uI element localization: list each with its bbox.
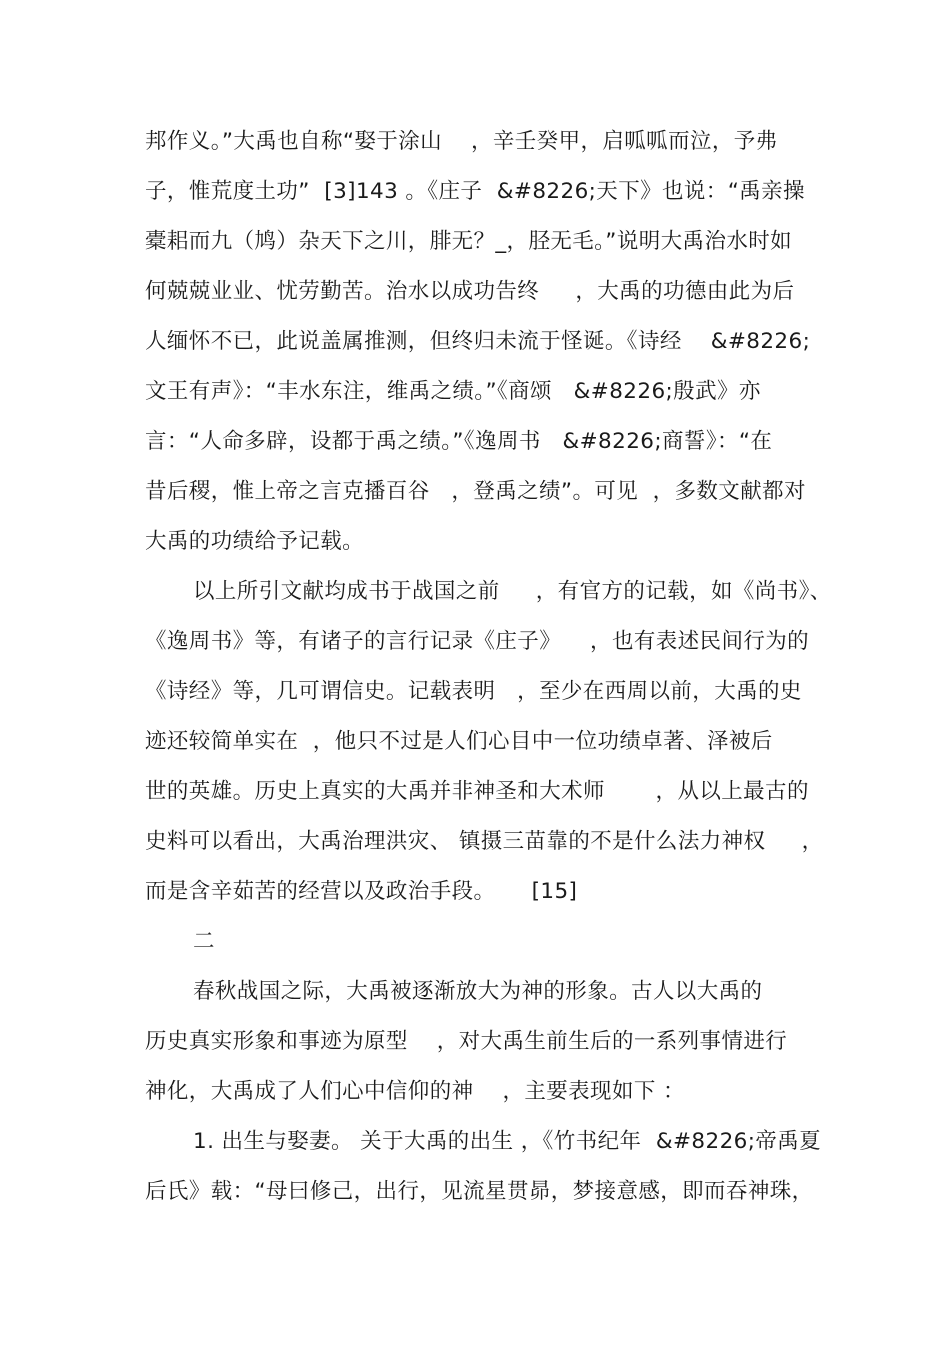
text-line: 而是含辛茹苦的经营以及政治手段。 [15] xyxy=(145,879,578,904)
text-line: 橐耜而九（鸠）杂天下之川，腓无？_，胫无毛。”说明大禹治水时如 xyxy=(145,229,793,254)
section-heading: 二 xyxy=(193,929,215,954)
text-line: 神化，大禹成了人们心中信仰的神 ，主要表现如下 ： xyxy=(145,1079,685,1104)
text-line: 1. 出生与娶妻。 关于大禹的出生 ，《竹书纪年 &#8226;帝禹夏 xyxy=(193,1129,822,1154)
text-line: 言：“人命多辟，设都于禹之绩。”《逸周书 &#8226;商誓》：“在 xyxy=(145,429,773,454)
text-line: 文王有声》：“丰水东注，维禹之绩。”《商颂 &#8226;殷武》亦 xyxy=(145,379,761,404)
text-line: 大禹的功绩给予记载。 xyxy=(145,529,365,554)
text-line: 后氏》载：“母曰修己，出行，见流星贯昴，梦接意感，即而吞神珠， xyxy=(145,1179,814,1204)
text-line: 子，惟荒度土功” [3]143 。《庄子 &#8226;天下》也说：“禹亲操 xyxy=(145,179,805,204)
text-line: 何兢兢业业、忧劳勤苦。治水以成功告终 ，大禹的功德由此为后 xyxy=(145,279,795,304)
text-line: 人缅怀不已，此说盖属推测，但终归未流于怪诞。《诗经 &#8226; xyxy=(145,329,811,354)
text-line: 史料可以看出，大禹治理洪灾、 镇摄三苗靠的不是什么法力神权 ， xyxy=(145,829,824,854)
text-line: 迹还较简单实在 ，他只不过是人们心目中一位功绩卓著、泽被后 xyxy=(145,729,773,754)
text-line: 《逸周书》等，有诸子的言行记录《庄子》 ，也有表述民间行为的 xyxy=(145,629,810,654)
text-line: 《诗经》等，几可谓信史。记载表明 ，至少在西周以前，大禹的史 xyxy=(145,679,802,704)
text-line: 历史真实形象和事迹为原型 ，对大禹生前生后的一系列事情进行 xyxy=(145,1029,788,1054)
text-line: 昔后稷，惟上帝之言克播百谷 ，登禹之绩”。可见 ，多数文献都对 xyxy=(145,479,806,504)
text-line: 以上所引文献均成书于战国之前 ，有官方的记载，如《尚书》、 xyxy=(193,579,832,604)
text-line: 春秋战国之际，大禹被逐渐放大为神的形象。古人以大禹的 xyxy=(193,979,763,1004)
text-line: 邦作义。”大禹也自称“娶于涂山 ，辛壬癸甲，启呱呱而泣，予弗 xyxy=(145,129,778,154)
text-line: 世的英雄。历史上真实的大禹并非神圣和大术师 ，从以上最古的 xyxy=(145,779,809,804)
